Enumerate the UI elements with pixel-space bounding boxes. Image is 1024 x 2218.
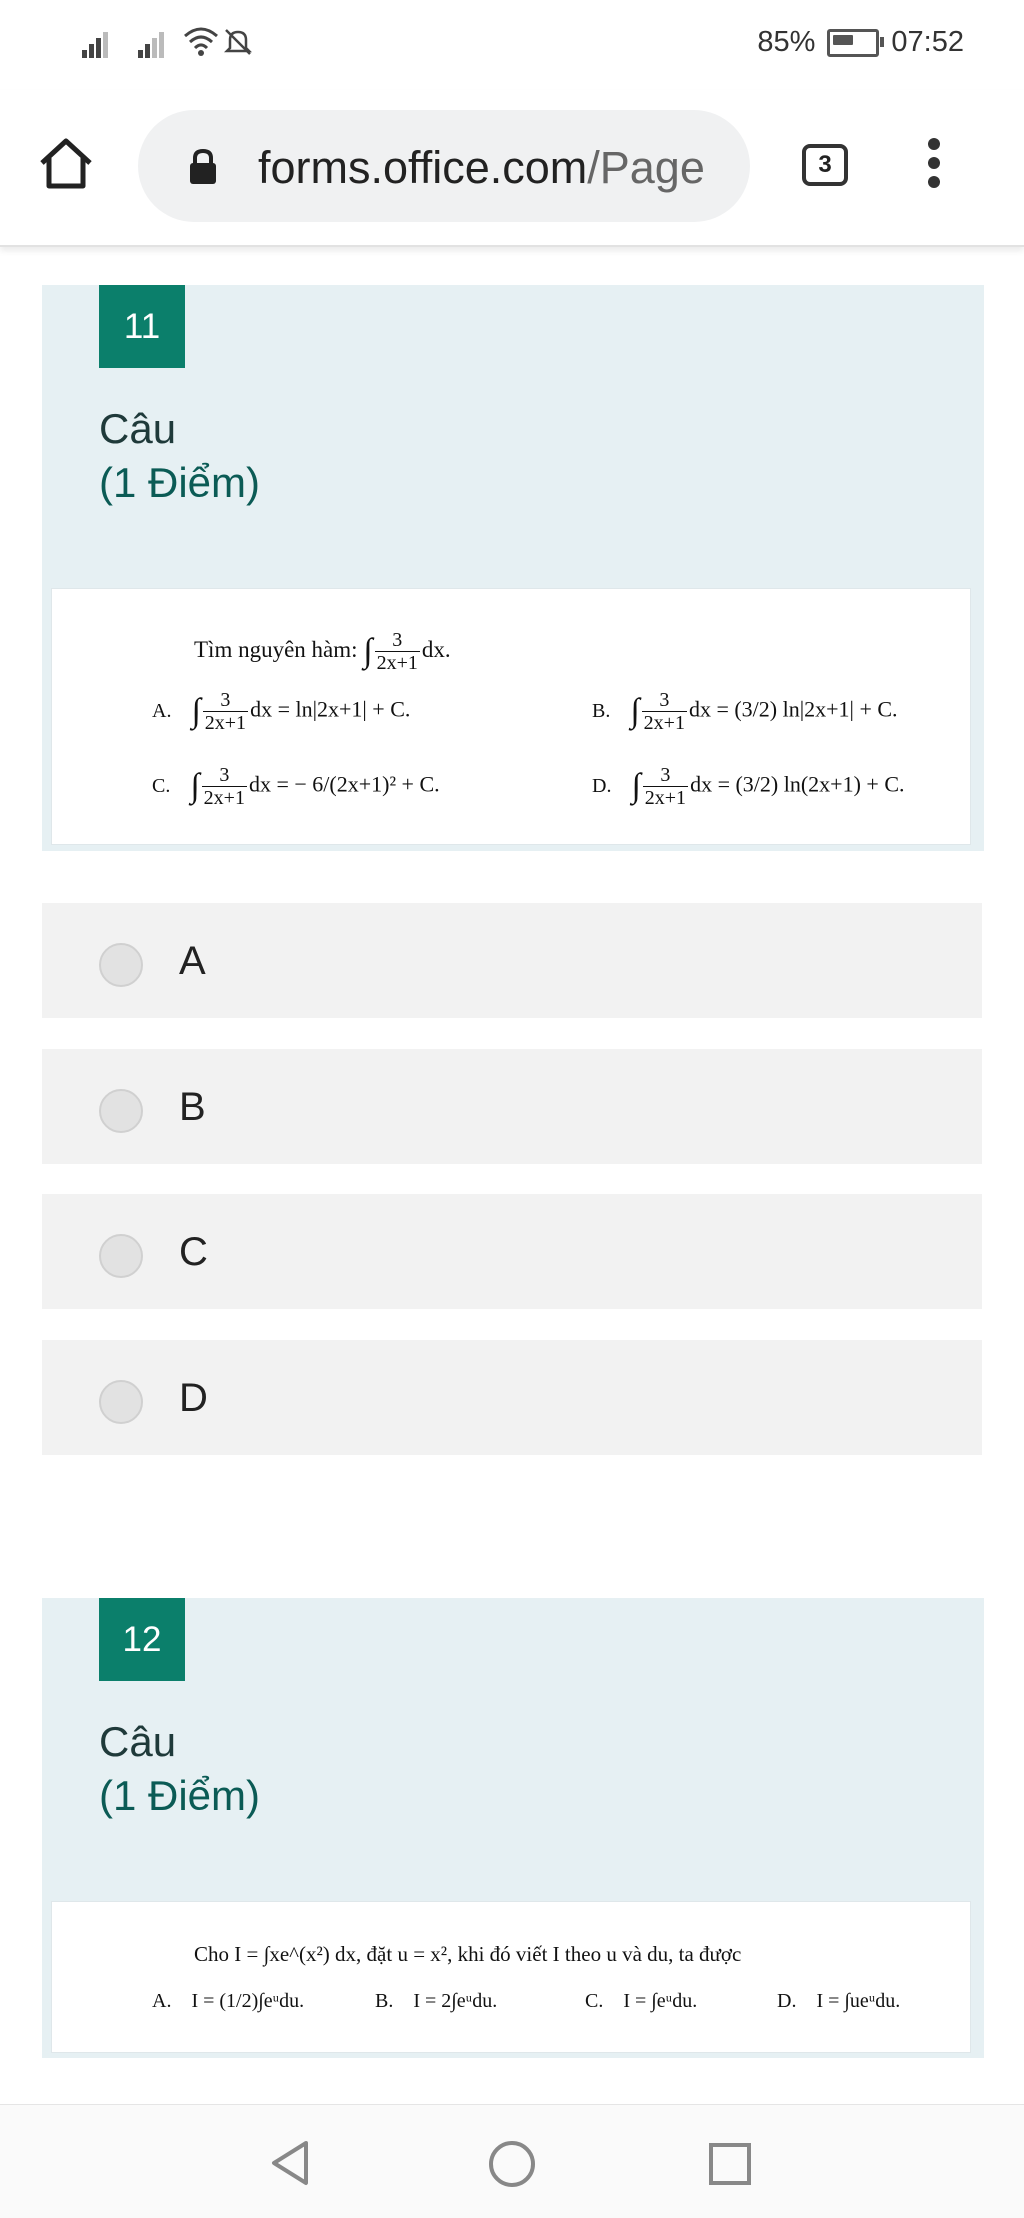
status-bar [0, 0, 1024, 90]
question-stem: Cho I = ∫xe^(x²) dx, đặt u = x², khi đó viết I theo u và du, ta được [194, 1942, 742, 1966]
question-number: 11 [99, 285, 185, 368]
tab-switcher-button[interactable] [802, 144, 848, 186]
choice-label: C [179, 1230, 208, 1274]
question-card [42, 1598, 984, 2058]
stem-text: Tìm nguyên hàm: [194, 636, 358, 662]
option-letter: C. [585, 1990, 604, 2012]
wifi-icon [183, 26, 219, 58]
option-c-formula: C. ∫ $\frac{3}{2x+1}$ dx = − 6/(2x+1)² + C. [152, 764, 440, 809]
question-points: (1 Điểm) [99, 1772, 261, 1819]
question-card [42, 285, 984, 851]
option-text: dx = (3/2) ln|2x+1| + C. [688, 696, 898, 722]
radio-button[interactable] [99, 943, 143, 987]
question-label: Câu [99, 1718, 177, 1765]
choice-label: D [179, 1376, 208, 1420]
battery-percent: 85% [757, 26, 816, 58]
option-text: dx = ln|2x+1| + C. [250, 696, 411, 722]
option-letter: D. [777, 1990, 797, 2012]
option-letter: D. [592, 774, 612, 797]
option-text: dx = (3/2) ln(2x+1) + C. [690, 771, 905, 797]
question-stem: Tìm nguyên hàm: ∫ $\frac{3}{2x+1}$ dx. [194, 629, 451, 674]
question-title [99, 1715, 260, 1823]
back-icon[interactable] [268, 2139, 312, 2187]
option-letter: B. [375, 1990, 394, 2012]
question-number: 12 [99, 1598, 185, 1681]
option-b-formula: B. ∫ $\frac{3}{2x+1}$ dx = (3/2) ln|2x+1| + C. [592, 689, 898, 734]
choice-c[interactable] [42, 1194, 982, 1309]
question-image [51, 588, 971, 845]
option-text: I = ∫eᵘdu. [623, 1990, 698, 2012]
option-b-formula [375, 1990, 497, 2013]
navigation-bar [0, 2104, 1024, 2218]
home-icon [37, 136, 95, 192]
url-path: /Page [587, 142, 705, 193]
option-d-formula: D. ∫ $\frac{3}{2x+1}$ dx = (3/2) ln(2x+1) + C. [592, 764, 905, 809]
question-title [99, 402, 260, 510]
battery-icon [827, 29, 879, 57]
signal-icon [82, 28, 118, 58]
radio-button[interactable] [99, 1234, 143, 1278]
option-text: I = 2∫eᵘdu. [413, 1990, 498, 2012]
signal-icon [138, 28, 174, 58]
home-circle-icon[interactable] [487, 2139, 537, 2189]
url-host: forms.office.com [258, 142, 588, 193]
bell-off-icon [222, 26, 254, 58]
clock: 07:52 [891, 26, 964, 58]
recents-icon[interactable] [707, 2141, 753, 2187]
option-c-formula [585, 1990, 697, 2013]
home-button[interactable] [36, 134, 96, 194]
radio-button[interactable] [99, 1380, 143, 1424]
radio-button[interactable] [99, 1089, 143, 1133]
question-image [51, 1901, 971, 2053]
choice-d[interactable] [42, 1340, 982, 1455]
option-letter: A. [152, 1990, 172, 2012]
option-a-formula [152, 1990, 304, 2013]
question-label: Câu [99, 405, 177, 452]
option-text: I = ∫ueᵘdu. [816, 1990, 901, 2012]
option-d-formula [777, 1990, 900, 2013]
option-letter: B. [592, 699, 611, 722]
question-points: (1 Điểm) [99, 459, 261, 506]
browser-toolbar [0, 90, 1024, 247]
tab-count: 3 [818, 151, 832, 178]
choice-label: B [179, 1085, 206, 1129]
choice-label: A [179, 939, 206, 983]
more-vert-icon[interactable] [925, 138, 943, 194]
option-text: I = (1/2)∫eᵘdu. [191, 1990, 305, 2012]
url-text [258, 142, 738, 194]
lock-icon [188, 148, 218, 186]
address-bar[interactable] [138, 110, 750, 222]
choice-b[interactable] [42, 1049, 982, 1164]
option-letter: C. [152, 774, 171, 797]
option-letter: A. [152, 699, 172, 722]
choice-a[interactable] [42, 903, 982, 1018]
option-text: dx = − 6/(2x+1)² + C. [248, 771, 440, 797]
option-a-formula: A. ∫ $\frac{3}{2x+1}$ dx = ln|2x+1| + C. [152, 689, 411, 734]
